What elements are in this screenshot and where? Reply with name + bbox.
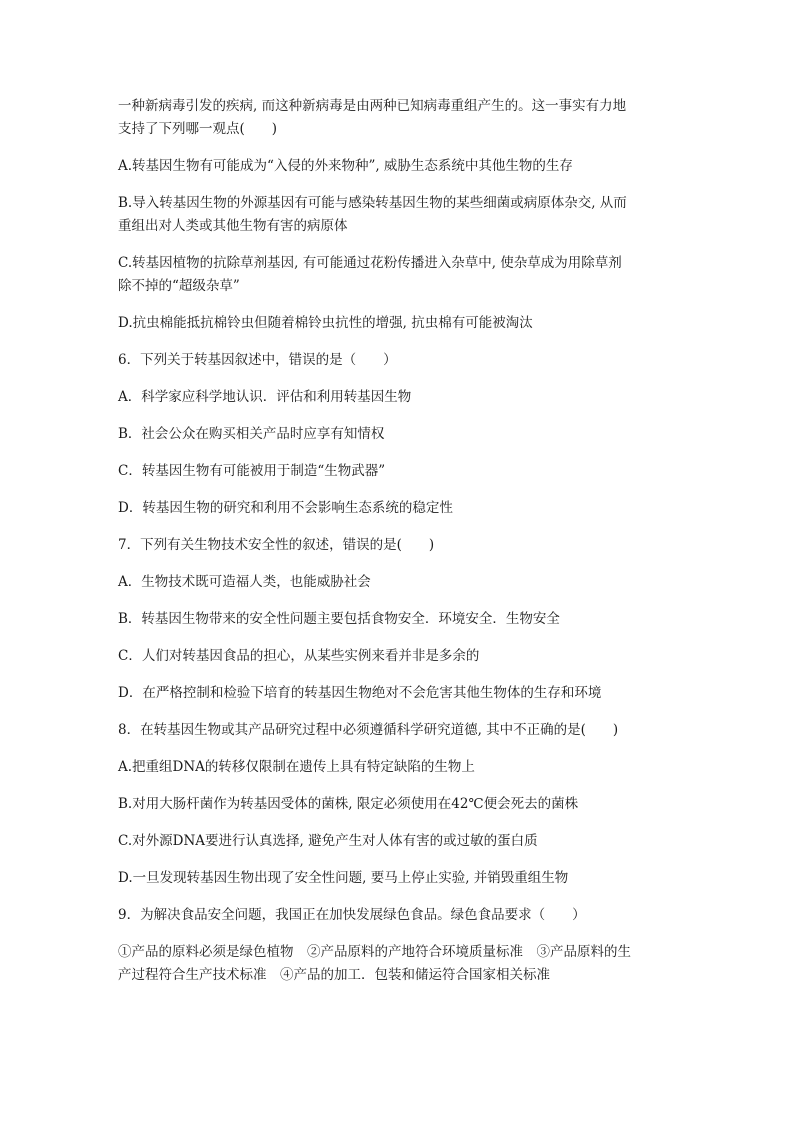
question-8-option-a — [118, 756, 680, 779]
option-text-line: A．科学家应科学地认识．评估和利用转基因生物 — [118, 389, 412, 405]
option-text-line: A．生物技术既可造福人类，也能威胁社会 — [118, 574, 371, 590]
option-text-line: 重组出对人类或其他生物有害的病原体 — [118, 218, 348, 234]
question-9-items — [118, 941, 680, 987]
question-text-line: 支持了下列哪一观点( ) — [118, 121, 278, 137]
question-text-line: 一种新病毒引发的疾病, 而这种新病毒是由两种已知病毒重组产生的。这一事实有力地 — [118, 98, 627, 114]
question-5-option-b — [118, 192, 680, 238]
question-6-stem — [118, 349, 680, 372]
option-text-line: C.对外源DNA要进行认真选择, 避免产生对人体有害的或过敏的蛋白质 — [118, 833, 538, 849]
option-text-line: C．人们对转基因食品的担心，从某些实例来看并非是多余的 — [118, 648, 480, 664]
question-7-option-a — [118, 571, 680, 594]
option-text-line: D．转基因生物的研究和利用不会影响生态系统的稳定性 — [118, 500, 453, 516]
question-5-stem — [118, 95, 680, 141]
question-8-option-b — [118, 793, 680, 816]
question-8-option-d — [118, 867, 680, 890]
option-text-line: A.把重组DNA的转移仅限制在遗传上具有特定缺陷的生物上 — [118, 759, 475, 775]
question-8-stem — [118, 719, 680, 742]
option-text-line: B．社会公众在购买相关产品时应享有知情权 — [118, 426, 385, 442]
question-6-option-d — [118, 497, 680, 520]
question-5-option-c — [118, 252, 680, 298]
question-7-option-d — [118, 682, 680, 705]
option-text-line: B．转基因生物带来的安全性问题主要包括食物安全．环境安全．生物安全 — [118, 611, 560, 627]
question-text-line: 9．为解决食品安全问题，我国正在加快发展绿色食品。绿色食品要求（ ） — [118, 907, 586, 923]
option-text-line: 除不掉的“超级杂草” — [118, 278, 240, 294]
option-text-line: B.对用大肠杆菌作为转基因受体的菌株, 限定必须使用在42℃便会死去的菌株 — [118, 796, 579, 812]
question-5-option-a — [118, 155, 680, 178]
question-7-stem — [118, 534, 680, 557]
question-9-stem — [118, 904, 680, 927]
option-text-line: C.转基因植物的抗除草剂基因, 有可能通过花粉传播进入杂草中, 使杂草成为用除草剂 — [118, 255, 622, 271]
question-6-option-c — [118, 460, 680, 483]
question-7-option-c — [118, 645, 680, 668]
option-text-line: D.抗虫棉能抵抗棉铃虫但随着棉铃虫抗性的增强, 抗虫棉有可能被淘汰 — [118, 315, 533, 331]
question-7-option-b — [118, 608, 680, 631]
document-page — [118, 95, 680, 1001]
item-text-line: ①产品的原料必须是绿色植物 ②产品原料的产地符合环境质量标准 ③产品原料的生 — [118, 944, 631, 960]
question-text-line: 8．在转基因生物或其产品研究过程中必须遵循科学研究道德, 其中不正确的是( ) — [118, 722, 619, 738]
question-6-option-b — [118, 423, 680, 446]
option-text-line: D．在严格控制和检验下培育的转基因生物绝对不会危害其他生物体的生存和环境 — [118, 685, 602, 701]
question-text-line: 6．下列关于转基因叙述中，错误的是（ ） — [118, 352, 397, 368]
question-6-option-a — [118, 386, 680, 409]
item-text-line: 产过程符合生产技术标准 ④产品的加工．包装和储运符合国家相关标准 — [118, 967, 550, 983]
option-text-line: A.转基因生物有可能成为“入侵的外来物种”, 威胁生态系统中其他生物的生存 — [118, 158, 573, 174]
option-text-line: C．转基因生物有可能被用于制造“生物武器” — [118, 463, 386, 479]
option-text-line: D.一旦发现转基因生物出现了安全性问题, 要马上停止实验, 并销毁重组生物 — [118, 870, 569, 886]
option-text-line: B.导入转基因生物的外源基因有可能与感染转基因生物的某些细菌或病原体杂交, 从而 — [118, 195, 627, 211]
question-5-option-d — [118, 312, 680, 335]
question-8-option-c — [118, 830, 680, 853]
question-text-line: 7．下列有关生物技术安全性的叙述，错误的是( ) — [118, 537, 435, 553]
